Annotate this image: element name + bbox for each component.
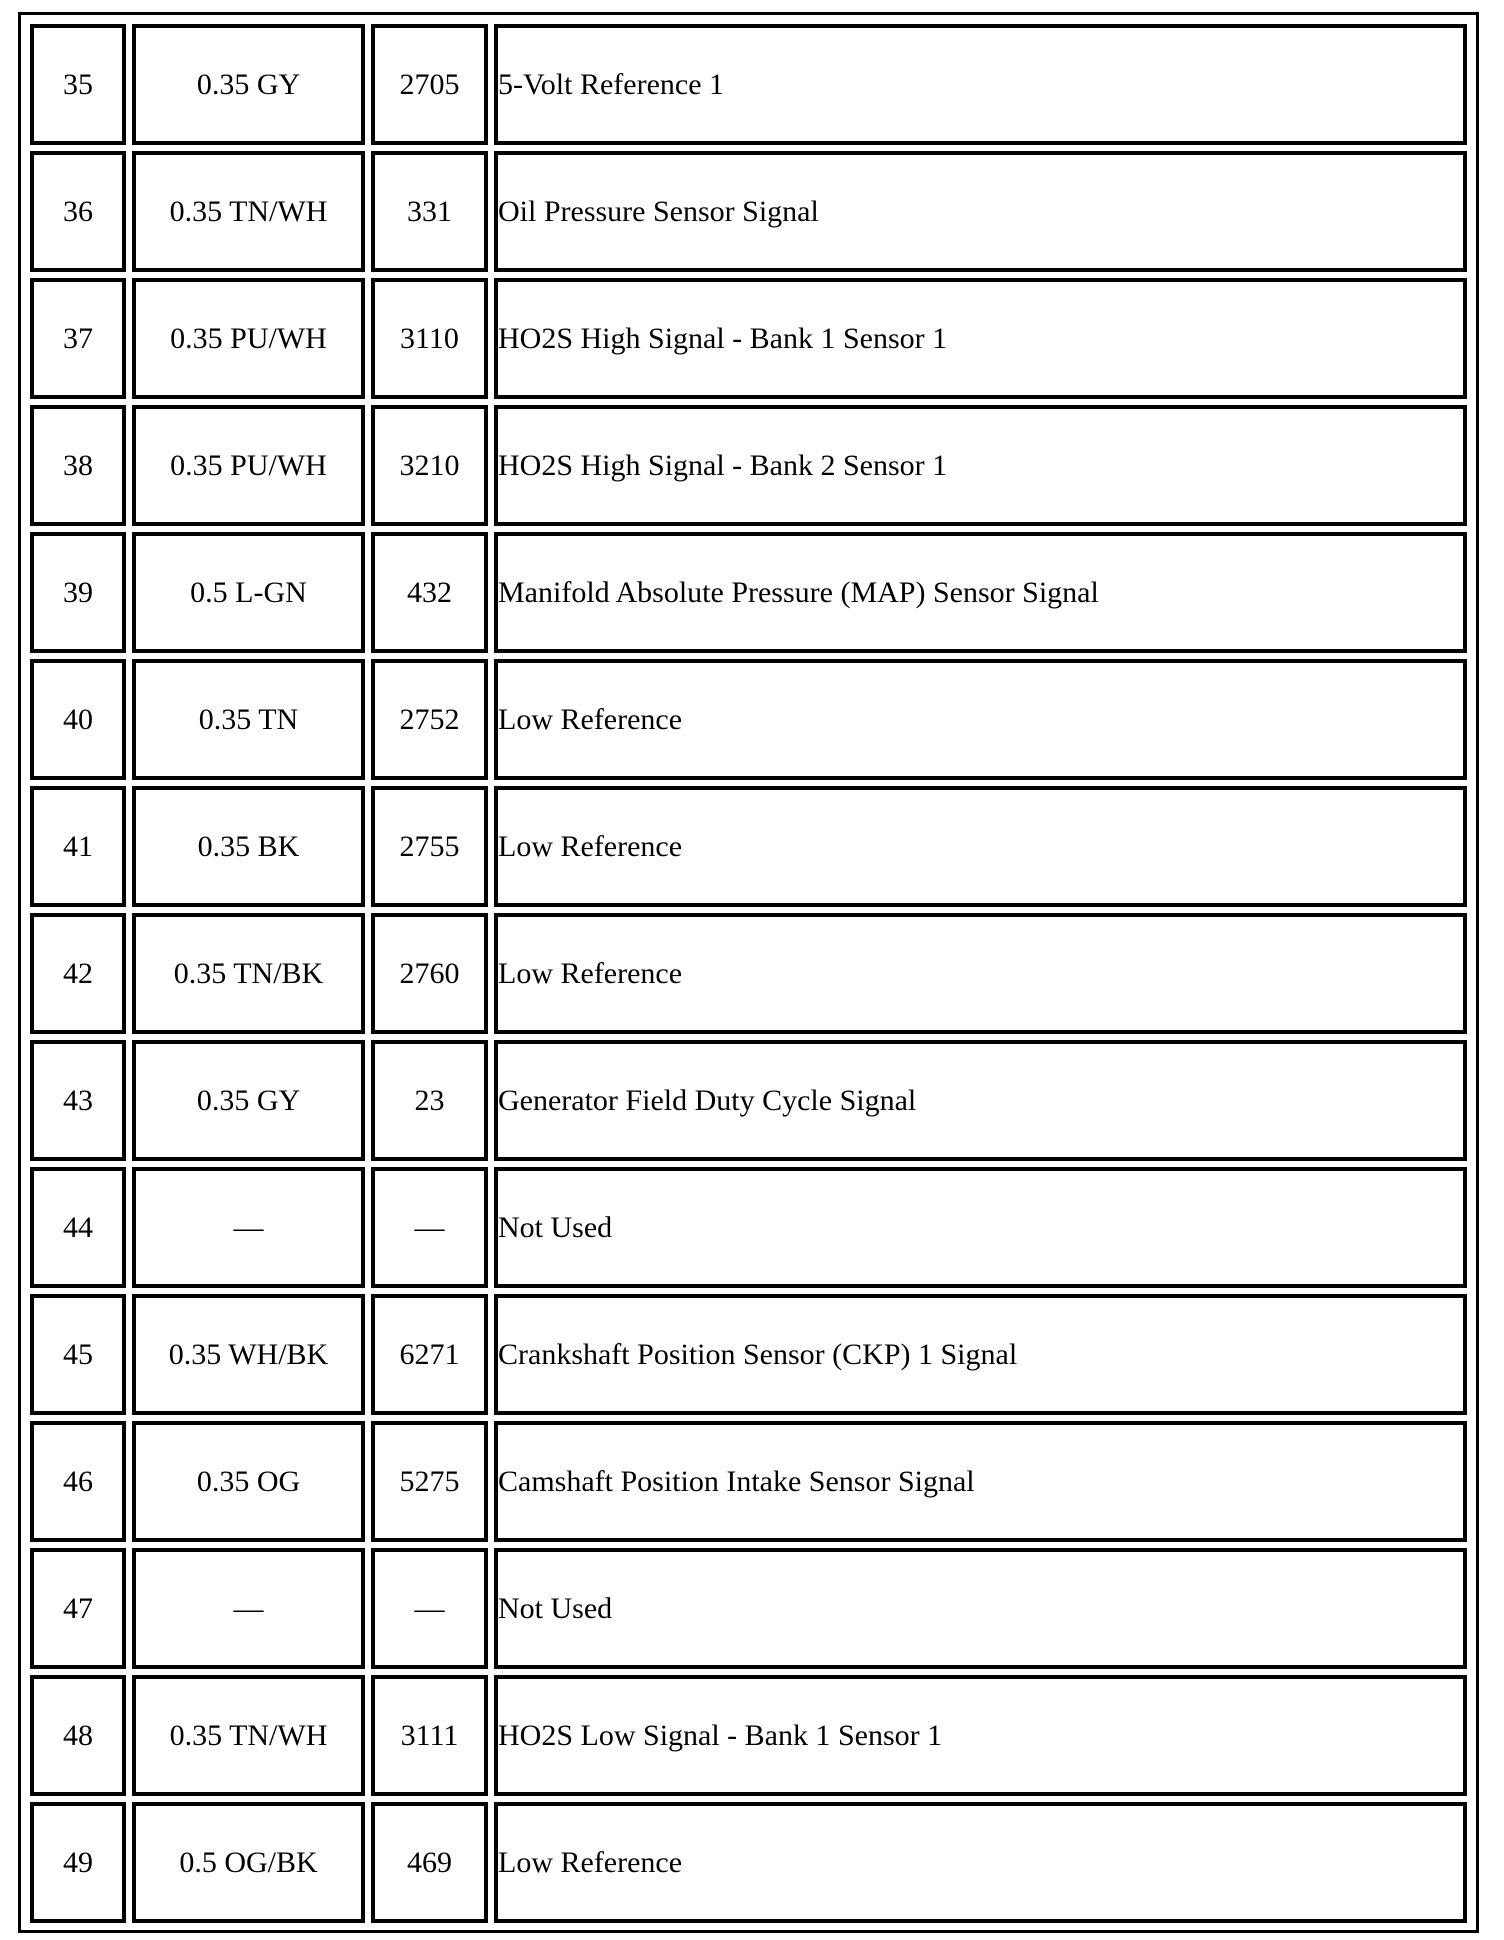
wire-color-cell: 0.35 GY: [132, 24, 365, 145]
pin-number-cell: 39: [30, 532, 126, 653]
table-row: [30, 1294, 1467, 1415]
table-row: [30, 1167, 1467, 1288]
pin-number-cell: 44: [30, 1167, 126, 1288]
function-cell: HO2S High Signal - Bank 1 Sensor 1: [494, 278, 1467, 399]
pin-number-cell: 40: [30, 659, 126, 780]
wire-color-cell: 0.35 OG: [132, 1421, 365, 1542]
wire-color-cell: 0.35 TN: [132, 659, 365, 780]
function-cell: Not Used: [494, 1167, 1467, 1288]
function-cell: Oil Pressure Sensor Signal: [494, 151, 1467, 272]
circuit-number-cell: 469: [371, 1802, 488, 1923]
table-row: [30, 405, 1467, 526]
pin-number-cell: 35: [30, 24, 126, 145]
function-cell: Manifold Absolute Pressure (MAP) Sensor Signal: [494, 532, 1467, 653]
pinout-grid: [24, 18, 1473, 1929]
circuit-number-cell: 2760: [371, 913, 488, 1034]
pin-number-cell: 41: [30, 786, 126, 907]
wire-color-cell: 0.35 WH/BK: [132, 1294, 365, 1415]
pin-number-cell: 43: [30, 1040, 126, 1161]
function-cell: Low Reference: [494, 659, 1467, 780]
wire-color-cell: 0.35 TN/WH: [132, 151, 365, 272]
pin-number-cell: 47: [30, 1548, 126, 1669]
wire-color-cell: 0.5 L-GN: [132, 532, 365, 653]
wire-color-cell: 0.35 GY: [132, 1040, 365, 1161]
pin-number-cell: 46: [30, 1421, 126, 1542]
wire-color-cell: —: [132, 1167, 365, 1288]
pin-number-cell: 45: [30, 1294, 126, 1415]
function-cell: Crankshaft Position Sensor (CKP) 1 Signal: [494, 1294, 1467, 1415]
pin-number-cell: 49: [30, 1802, 126, 1923]
table-row: [30, 1421, 1467, 1542]
circuit-number-cell: 432: [371, 532, 488, 653]
circuit-number-cell: —: [371, 1167, 488, 1288]
pin-number-cell: 38: [30, 405, 126, 526]
function-cell: HO2S Low Signal - Bank 1 Sensor 1: [494, 1675, 1467, 1796]
circuit-number-cell: 2755: [371, 786, 488, 907]
table-row: [30, 1802, 1467, 1923]
circuit-number-cell: —: [371, 1548, 488, 1669]
table-row: [30, 278, 1467, 399]
circuit-number-cell: 23: [371, 1040, 488, 1161]
circuit-number-cell: 3210: [371, 405, 488, 526]
table-row: [30, 659, 1467, 780]
function-cell: Low Reference: [494, 1802, 1467, 1923]
wire-color-cell: 0.35 TN/BK: [132, 913, 365, 1034]
function-cell: Low Reference: [494, 786, 1467, 907]
pin-number-cell: 42: [30, 913, 126, 1034]
table-row: [30, 1040, 1467, 1161]
wire-color-cell: —: [132, 1548, 365, 1669]
circuit-number-cell: 2752: [371, 659, 488, 780]
pin-number-cell: 37: [30, 278, 126, 399]
pin-number-cell: 48: [30, 1675, 126, 1796]
connector-pinout-table: [18, 12, 1479, 1933]
table-row: [30, 786, 1467, 907]
circuit-number-cell: 3111: [371, 1675, 488, 1796]
circuit-number-cell: 6271: [371, 1294, 488, 1415]
wire-color-cell: 0.5 OG/BK: [132, 1802, 365, 1923]
circuit-number-cell: 5275: [371, 1421, 488, 1542]
pinout-rows: [30, 24, 1467, 1923]
function-cell: Generator Field Duty Cycle Signal: [494, 1040, 1467, 1161]
pin-number-cell: 36: [30, 151, 126, 272]
table-row: [30, 913, 1467, 1034]
wire-color-cell: 0.35 TN/WH: [132, 1675, 365, 1796]
function-cell: Camshaft Position Intake Sensor Signal: [494, 1421, 1467, 1542]
function-cell: HO2S High Signal - Bank 2 Sensor 1: [494, 405, 1467, 526]
circuit-number-cell: 331: [371, 151, 488, 272]
wire-color-cell: 0.35 BK: [132, 786, 365, 907]
table-row: [30, 1675, 1467, 1796]
wire-color-cell: 0.35 PU/WH: [132, 405, 365, 526]
function-cell: Not Used: [494, 1548, 1467, 1669]
table-row: [30, 24, 1467, 145]
circuit-number-cell: 3110: [371, 278, 488, 399]
table-row: [30, 1548, 1467, 1669]
function-cell: 5-Volt Reference 1: [494, 24, 1467, 145]
wire-color-cell: 0.35 PU/WH: [132, 278, 365, 399]
function-cell: Low Reference: [494, 913, 1467, 1034]
table-row: [30, 532, 1467, 653]
table-row: [30, 151, 1467, 272]
circuit-number-cell: 2705: [371, 24, 488, 145]
